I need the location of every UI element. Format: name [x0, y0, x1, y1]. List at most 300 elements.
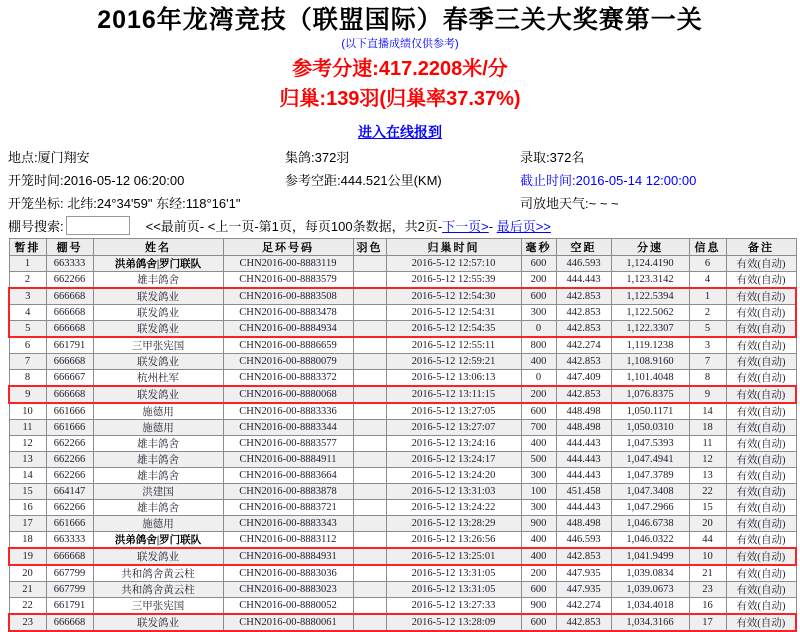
cell-info: 1	[689, 288, 726, 305]
cell-feather	[353, 272, 386, 289]
table-row	[9, 370, 796, 387]
cell-name: 三甲张宪国	[93, 337, 223, 354]
cell-dist: 442.853	[556, 614, 611, 631]
cell-ring: CHN2016-00-8883577	[223, 436, 353, 452]
location-text: 地点:厦门翔安	[8, 150, 90, 165]
cell-ring: CHN2016-00-8880079	[223, 354, 353, 370]
cell-info: 44	[689, 532, 726, 549]
cell-time: 2016-5-12 13:27:33	[386, 598, 521, 615]
cell-info: 17	[689, 614, 726, 631]
cell-time: 2016-5-12 13:24:20	[386, 468, 521, 484]
cell-feather	[353, 420, 386, 436]
cell-ring: CHN2016-00-8883372	[223, 370, 353, 387]
cell-speed: 1,076.8375	[611, 386, 689, 403]
cell-info: 23	[689, 582, 726, 598]
cell-rank: 2	[9, 272, 46, 289]
cell-feather	[353, 321, 386, 338]
cell-remark: 有效(自动)	[726, 614, 796, 631]
cell-speed: 1,047.2966	[611, 500, 689, 516]
cell-feather	[353, 305, 386, 321]
cell-remark: 有效(自动)	[726, 582, 796, 598]
table-row	[9, 565, 796, 582]
cell-info: 9	[689, 386, 726, 403]
cell-speed: 1,047.3789	[611, 468, 689, 484]
cell-speed: 1,041.9499	[611, 548, 689, 565]
cell-rank: 17	[9, 516, 46, 532]
cell-dist: 442.853	[556, 321, 611, 338]
cell-speed: 1,039.0673	[611, 582, 689, 598]
cell-loft: 661666	[46, 403, 93, 420]
table-row	[9, 321, 796, 338]
next-page-link[interactable]: 下一页>	[442, 219, 489, 234]
col-header-time: 归巢时间	[386, 239, 521, 256]
cell-remark: 有效(自动)	[726, 370, 796, 387]
cell-loft: 664147	[46, 484, 93, 500]
cell-ms: 100	[521, 484, 556, 500]
cell-feather	[353, 516, 386, 532]
loft-search-input[interactable]	[66, 216, 130, 235]
cell-info: 14	[689, 403, 726, 420]
col-header-rank: 暂排	[9, 239, 46, 256]
cell-ms: 300	[521, 500, 556, 516]
results-table-body	[9, 256, 796, 632]
table-row	[9, 288, 796, 305]
cell-dist: 442.853	[556, 305, 611, 321]
table-row	[9, 532, 796, 549]
cell-time: 2016-5-12 13:28:09	[386, 614, 521, 631]
col-header-loft: 棚号	[46, 239, 93, 256]
page-subtitle: (以下直播成绩仅供参考)	[341, 38, 459, 50]
cell-feather	[353, 598, 386, 615]
cell-time: 2016-5-12 13:24:16	[386, 436, 521, 452]
cell-speed: 1,039.0834	[611, 565, 689, 582]
cell-feather	[353, 532, 386, 549]
cell-ring: CHN2016-00-8883343	[223, 516, 353, 532]
col-header-ring: 足环号码	[223, 239, 353, 256]
cell-loft: 662266	[46, 436, 93, 452]
cell-dist: 442.853	[556, 354, 611, 370]
return-count-line: 归巢:139羽(归巢率37.37%)	[279, 88, 521, 110]
table-row	[9, 436, 796, 452]
cell-feather	[353, 565, 386, 582]
cell-dist: 446.593	[556, 256, 611, 272]
cell-ring: CHN2016-00-8883036	[223, 565, 353, 582]
cell-speed: 1,034.4018	[611, 598, 689, 615]
results-table	[8, 238, 797, 632]
cell-rank: 21	[9, 582, 46, 598]
cell-rank: 15	[9, 484, 46, 500]
cell-feather	[353, 614, 386, 631]
cell-info: 20	[689, 516, 726, 532]
cell-ms: 900	[521, 516, 556, 532]
cell-time: 2016-5-12 13:26:56	[386, 532, 521, 549]
cell-time: 2016-5-12 12:54:35	[386, 321, 521, 338]
cell-time: 2016-5-12 13:31:05	[386, 582, 521, 598]
table-row	[9, 500, 796, 516]
cell-name: 施德用	[93, 516, 223, 532]
cell-name: 共和鸽舍黄云柱	[93, 582, 223, 598]
cell-ring: CHN2016-00-8884931	[223, 548, 353, 565]
cell-remark: 有效(自动)	[726, 516, 796, 532]
cell-ring: CHN2016-00-8883119	[223, 256, 353, 272]
cell-remark: 有效(自动)	[726, 565, 796, 582]
cell-dist: 442.274	[556, 337, 611, 354]
table-row	[9, 598, 796, 615]
cell-remark: 有效(自动)	[726, 321, 796, 338]
cell-feather	[353, 582, 386, 598]
cell-ms: 0	[521, 321, 556, 338]
cell-name: 联发鸽业	[93, 321, 223, 338]
cell-loft: 666668	[46, 386, 93, 403]
cell-name: 联发鸽业	[93, 288, 223, 305]
table-row	[9, 582, 796, 598]
cell-feather	[353, 370, 386, 387]
cell-loft: 662266	[46, 272, 93, 289]
cell-rank: 23	[9, 614, 46, 631]
cell-name: 雄丰鸽舍	[93, 500, 223, 516]
cell-speed: 1,124.4190	[611, 256, 689, 272]
cell-dist: 447.935	[556, 565, 611, 582]
cell-ms: 600	[521, 288, 556, 305]
pigeons-collected-text: 集鸽:372羽	[285, 150, 350, 165]
cell-ring: CHN2016-00-8883878	[223, 484, 353, 500]
cell-rank: 8	[9, 370, 46, 387]
cell-ring: CHN2016-00-8883023	[223, 582, 353, 598]
cell-name: 联发鸽业	[93, 614, 223, 631]
cell-feather	[353, 337, 386, 354]
cell-remark: 有效(自动)	[726, 386, 796, 403]
cell-name: 联发鸽业	[93, 386, 223, 403]
cell-time: 2016-5-12 12:54:30	[386, 288, 521, 305]
cell-time: 2016-5-12 13:25:01	[386, 548, 521, 565]
cell-dist: 451.458	[556, 484, 611, 500]
cell-time: 2016-5-12 12:57:10	[386, 256, 521, 272]
cell-remark: 有效(自动)	[726, 403, 796, 420]
cell-rank: 22	[9, 598, 46, 615]
loft-search-label: 棚号搜索:	[8, 219, 64, 234]
cell-ring: CHN2016-00-8880068	[223, 386, 353, 403]
info-row-2	[0, 168, 800, 191]
cell-ms: 200	[521, 272, 556, 289]
cell-ring: CHN2016-00-8883112	[223, 532, 353, 549]
cell-ring: CHN2016-00-8886659	[223, 337, 353, 354]
cell-name: 洪弟鸽舍|罗门联队	[93, 256, 223, 272]
cell-speed: 1,050.1171	[611, 403, 689, 420]
cell-feather	[353, 548, 386, 565]
cell-speed: 1,047.4941	[611, 452, 689, 468]
cell-info: 10	[689, 548, 726, 565]
cell-dist: 444.443	[556, 500, 611, 516]
cell-feather	[353, 436, 386, 452]
table-row	[9, 256, 796, 272]
table-row	[9, 403, 796, 420]
cell-speed: 1,050.0310	[611, 420, 689, 436]
cell-loft: 661791	[46, 598, 93, 615]
cell-dist: 442.853	[556, 386, 611, 403]
cell-loft: 666668	[46, 305, 93, 321]
cell-dist: 448.498	[556, 403, 611, 420]
cell-ms: 700	[521, 420, 556, 436]
cell-name: 施德用	[93, 403, 223, 420]
cell-ms: 400	[521, 532, 556, 549]
cell-feather	[353, 256, 386, 272]
cell-rank: 10	[9, 403, 46, 420]
cell-feather	[353, 452, 386, 468]
cell-time: 2016-5-12 13:24:22	[386, 500, 521, 516]
cell-dist: 442.274	[556, 598, 611, 615]
cell-ms: 400	[521, 548, 556, 565]
cell-time: 2016-5-12 12:59:21	[386, 354, 521, 370]
table-row	[9, 354, 796, 370]
cell-loft: 662266	[46, 452, 93, 468]
cell-loft: 661791	[46, 337, 93, 354]
cell-info: 15	[689, 500, 726, 516]
cell-info: 12	[689, 452, 726, 468]
cell-rank: 12	[9, 436, 46, 452]
cell-loft: 666667	[46, 370, 93, 387]
cell-info: 11	[689, 436, 726, 452]
cell-rank: 16	[9, 500, 46, 516]
col-header-dist: 空距	[556, 239, 611, 256]
cell-name: 联发鸽业	[93, 354, 223, 370]
table-row	[9, 452, 796, 468]
cell-loft: 666668	[46, 548, 93, 565]
cell-info: 7	[689, 354, 726, 370]
cell-speed: 1,119.1238	[611, 337, 689, 354]
release-coords-text: 开笼坐标: 北纬:24°34'59" 东经:118°16'1"	[8, 196, 241, 211]
page-title: 2016年龙湾竞技（联盟国际）春季三关大奖赛第一关	[97, 6, 703, 34]
cell-time: 2016-5-12 13:31:03	[386, 484, 521, 500]
cell-ring: CHN2016-00-8883721	[223, 500, 353, 516]
cell-info: 3	[689, 337, 726, 354]
table-row	[9, 468, 796, 484]
cell-speed: 1,123.3142	[611, 272, 689, 289]
cell-feather	[353, 403, 386, 420]
cell-loft: 661666	[46, 516, 93, 532]
cell-remark: 有效(自动)	[726, 468, 796, 484]
cell-info: 6	[689, 256, 726, 272]
cell-speed: 1,122.5062	[611, 305, 689, 321]
col-header-remark: 备注	[726, 239, 796, 256]
table-row	[9, 548, 796, 565]
cell-name: 雄丰鸽舍	[93, 436, 223, 452]
cell-ms: 900	[521, 598, 556, 615]
cell-name: 三甲张宪国	[93, 598, 223, 615]
cell-time: 2016-5-12 13:31:05	[386, 565, 521, 582]
cell-remark: 有效(自动)	[726, 452, 796, 468]
cell-loft: 666668	[46, 614, 93, 631]
reference-speed-line: 参考分速:417.2208米/分	[292, 58, 508, 80]
cell-info: 16	[689, 598, 726, 615]
cell-dist: 442.853	[556, 548, 611, 565]
cell-dist: 448.498	[556, 516, 611, 532]
cell-speed: 1,047.5393	[611, 436, 689, 452]
cell-name: 联发鸽业	[93, 305, 223, 321]
cell-loft: 662266	[46, 468, 93, 484]
weather-text: 司放地天气:~ ~ ~	[520, 196, 619, 211]
pagination-separator: -	[488, 219, 497, 234]
table-row	[9, 614, 796, 631]
cell-time: 2016-5-12 12:55:11	[386, 337, 521, 354]
cell-loft: 661666	[46, 420, 93, 436]
cell-name: 联发鸽业	[93, 548, 223, 565]
cell-loft: 663333	[46, 532, 93, 549]
cell-ms: 500	[521, 452, 556, 468]
pagination	[146, 216, 551, 235]
cell-rank: 13	[9, 452, 46, 468]
table-row	[9, 272, 796, 289]
checkin-link-row	[0, 122, 800, 140]
cell-speed: 1,101.4048	[611, 370, 689, 387]
cell-ms: 300	[521, 305, 556, 321]
cell-ms: 400	[521, 436, 556, 452]
cell-ms: 300	[521, 468, 556, 484]
cell-ring: CHN2016-00-8884934	[223, 321, 353, 338]
cell-ring: CHN2016-00-8883478	[223, 305, 353, 321]
cell-time: 2016-5-12 13:11:15	[386, 386, 521, 403]
col-header-speed: 分速	[611, 239, 689, 256]
cell-rank: 19	[9, 548, 46, 565]
cell-dist: 442.853	[556, 288, 611, 305]
cell-ms: 400	[521, 354, 556, 370]
cell-rank: 3	[9, 288, 46, 305]
cell-name: 洪建国	[93, 484, 223, 500]
cell-feather	[353, 468, 386, 484]
cell-dist: 444.443	[556, 468, 611, 484]
cell-info: 18	[689, 420, 726, 436]
cell-rank: 4	[9, 305, 46, 321]
cell-rank: 6	[9, 337, 46, 354]
cell-rank: 18	[9, 532, 46, 549]
cell-ring: CHN2016-00-8883579	[223, 272, 353, 289]
col-header-ms: 毫秒	[521, 239, 556, 256]
search-pagination-row	[0, 215, 800, 236]
pagination-static-text: <<最前页- <上一页-第1页，每页100条数据，共2页-	[145, 219, 443, 234]
cell-name: 施德用	[93, 420, 223, 436]
table-row	[9, 386, 796, 403]
cell-loft: 666668	[46, 288, 93, 305]
reference-distance-text: 参考空距:444.521公里(KM)	[285, 173, 442, 188]
race-info-block	[0, 145, 800, 214]
cell-name: 共和鸽舍黄云柱	[93, 565, 223, 582]
cell-ms: 0	[521, 370, 556, 387]
cell-remark: 有效(自动)	[726, 598, 796, 615]
cell-name: 雄丰鸽舍	[93, 272, 223, 289]
cell-time: 2016-5-12 13:28:29	[386, 516, 521, 532]
cell-ms: 600	[521, 582, 556, 598]
table-row	[9, 337, 796, 354]
cell-info: 2	[689, 305, 726, 321]
cell-remark: 有效(自动)	[726, 354, 796, 370]
cell-ring: CHN2016-00-8884911	[223, 452, 353, 468]
cell-feather	[353, 484, 386, 500]
cell-info: 21	[689, 565, 726, 582]
cell-time: 2016-5-12 12:55:39	[386, 272, 521, 289]
cell-loft: 666668	[46, 321, 93, 338]
cell-ring: CHN2016-00-8880052	[223, 598, 353, 615]
table-header-row	[9, 239, 796, 256]
cell-name: 洪弟鸽舍|罗门联队	[93, 532, 223, 549]
table-row	[9, 420, 796, 436]
cell-info: 4	[689, 272, 726, 289]
cell-dist: 444.443	[556, 272, 611, 289]
cell-ms: 800	[521, 337, 556, 354]
cell-remark: 有效(自动)	[726, 288, 796, 305]
cell-info: 5	[689, 321, 726, 338]
cell-speed: 1,047.3408	[611, 484, 689, 500]
cell-dist: 448.498	[556, 420, 611, 436]
cell-ms: 200	[521, 386, 556, 403]
cell-remark: 有效(自动)	[726, 272, 796, 289]
cell-remark: 有效(自动)	[726, 484, 796, 500]
cell-loft: 663333	[46, 256, 93, 272]
cell-rank: 20	[9, 565, 46, 582]
cell-speed: 1,034.3166	[611, 614, 689, 631]
online-checkin-link[interactable]: 进入在线报到	[358, 124, 442, 140]
cell-loft: 667799	[46, 565, 93, 582]
cell-info: 8	[689, 370, 726, 387]
cell-info: 13	[689, 468, 726, 484]
cell-remark: 有效(自动)	[726, 500, 796, 516]
col-header-name: 姓名	[93, 239, 223, 256]
cell-remark: 有效(自动)	[726, 548, 796, 565]
cell-speed: 1,122.3307	[611, 321, 689, 338]
cell-speed: 1,046.6738	[611, 516, 689, 532]
admitted-text: 录取:372名	[520, 150, 585, 165]
cell-remark: 有效(自动)	[726, 436, 796, 452]
cell-ms: 600	[521, 256, 556, 272]
cell-ms: 600	[521, 403, 556, 420]
table-row	[9, 305, 796, 321]
cell-ring: CHN2016-00-8883508	[223, 288, 353, 305]
cell-remark: 有效(自动)	[726, 420, 796, 436]
cell-speed: 1,046.0322	[611, 532, 689, 549]
cell-ms: 600	[521, 614, 556, 631]
cell-loft: 662266	[46, 500, 93, 516]
table-row	[9, 484, 796, 500]
cell-dist: 447.935	[556, 582, 611, 598]
cell-remark: 有效(自动)	[726, 256, 796, 272]
cell-rank: 9	[9, 386, 46, 403]
cell-time: 2016-5-12 13:27:05	[386, 403, 521, 420]
cell-rank: 7	[9, 354, 46, 370]
col-header-info: 信息	[689, 239, 726, 256]
cell-dist: 444.443	[556, 436, 611, 452]
cell-time: 2016-5-12 13:06:13	[386, 370, 521, 387]
cell-rank: 5	[9, 321, 46, 338]
cell-name: 杭州杜军	[93, 370, 223, 387]
cell-time: 2016-5-12 13:27:07	[386, 420, 521, 436]
last-page-link[interactable]: 最后页>>	[496, 219, 551, 234]
cell-feather	[353, 386, 386, 403]
cell-name: 雄丰鸽舍	[93, 468, 223, 484]
cell-dist: 447.409	[556, 370, 611, 387]
cell-time: 2016-5-12 12:54:31	[386, 305, 521, 321]
cell-remark: 有效(自动)	[726, 532, 796, 549]
cell-rank: 1	[9, 256, 46, 272]
cell-rank: 11	[9, 420, 46, 436]
cell-loft: 666668	[46, 354, 93, 370]
cell-dist: 444.443	[556, 452, 611, 468]
cell-ring: CHN2016-00-8883664	[223, 468, 353, 484]
cell-ring: CHN2016-00-8880061	[223, 614, 353, 631]
cell-rank: 14	[9, 468, 46, 484]
info-row-1	[0, 145, 800, 168]
cell-feather	[353, 500, 386, 516]
cell-speed: 1,122.5394	[611, 288, 689, 305]
cell-ring: CHN2016-00-8883336	[223, 403, 353, 420]
deadline-text: 截止时间:2016-05-14 12:00:00	[520, 173, 697, 188]
